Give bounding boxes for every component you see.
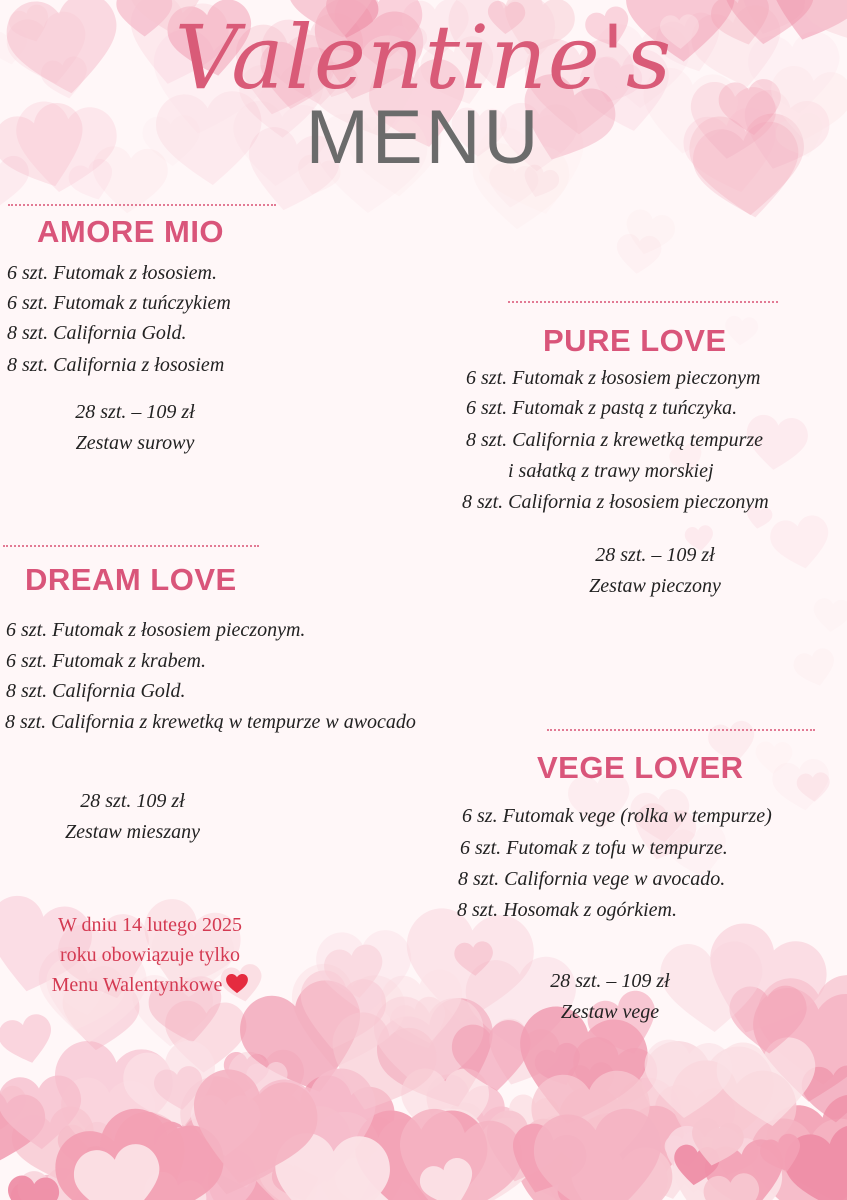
set-name-vege: Zestaw vege	[560, 1001, 660, 1023]
menu-item: 6 szt. Futomak z łososiem pieczonym	[466, 367, 761, 389]
menu-title: MENU	[305, 95, 542, 180]
menu-item: 8 szt. California vege w avocado.	[458, 868, 726, 890]
menu-item: 6 szt. Futomak z krabem.	[6, 650, 206, 672]
divider-pure	[508, 301, 778, 303]
section-title-pure: PURE LOVE	[543, 323, 727, 358]
heart-decoration	[767, 513, 834, 574]
menu-item: 6 szt. Futomak z tofu w tempurze.	[460, 837, 728, 859]
set-name-dream: Zestaw mieszany	[65, 821, 200, 843]
section-title-dream: DREAM LOVE	[25, 562, 237, 597]
note-line-3	[10, 970, 290, 1000]
note-line-3-text: Menu Walentynkowe	[51, 974, 223, 996]
set-name-amore: Zestaw surowy	[75, 432, 195, 454]
valentine-note	[10, 910, 290, 1000]
menu-item: 6 szt. Futomak z łososiem pieczonym.	[6, 619, 306, 641]
price-pure: 28 szt. – 109 zł	[595, 544, 715, 566]
divider-amore	[8, 204, 276, 206]
divider-vege	[547, 729, 815, 731]
section-title-amore: AMORE MIO	[37, 214, 225, 249]
menu-item: 6 szt. Futomak z łososiem.	[7, 262, 217, 284]
divider-dream	[3, 545, 259, 547]
heart-decoration	[791, 646, 840, 691]
price-amore: 28 szt. – 109 zł	[75, 401, 195, 423]
heart-decoration	[812, 597, 847, 633]
menu-item: 8 szt. California Gold.	[7, 322, 187, 344]
valentines-title: Valentine's	[174, 6, 673, 109]
menu-item: 8 szt. California z krewetką tempurze	[466, 429, 764, 451]
menu-item: 8 szt. Hosomak z ogórkiem.	[457, 899, 677, 921]
heart-icon	[226, 974, 248, 994]
menu-item: 8 szt. California z krewetką w tempurze w awocado	[5, 711, 416, 733]
heart-decoration	[723, 315, 759, 347]
note-line-1: W dniu 14 lutego 2025	[57, 914, 243, 936]
menu-item: 6 sz. Futomak vege (rolka w tempurze)	[462, 805, 772, 827]
price-dream: 28 szt. 109 zł	[80, 790, 185, 812]
price-vege: 28 szt. – 109 zł	[550, 970, 670, 992]
menu-item: 6 szt. Futomak z tuńczykiem	[7, 292, 231, 314]
menu-item: 8 szt. California z łososiem pieczonym	[462, 491, 769, 513]
heart-decoration	[0, 1011, 58, 1069]
section-title-vege: VEGE LOVER	[537, 750, 744, 785]
menu-item: 6 szt. Futomak z pastą z tuńczyka.	[466, 397, 738, 419]
menu-item: i sałatką z trawy morskiej	[508, 460, 714, 482]
menu-item: 8 szt. California z łososiem	[7, 354, 225, 376]
menu-item: 8 szt. California Gold.	[6, 680, 186, 702]
heart-decoration	[614, 233, 662, 276]
set-name-pure: Zestaw pieczony	[589, 575, 721, 597]
note-line-2: roku obowiązuje tylko	[60, 944, 240, 966]
